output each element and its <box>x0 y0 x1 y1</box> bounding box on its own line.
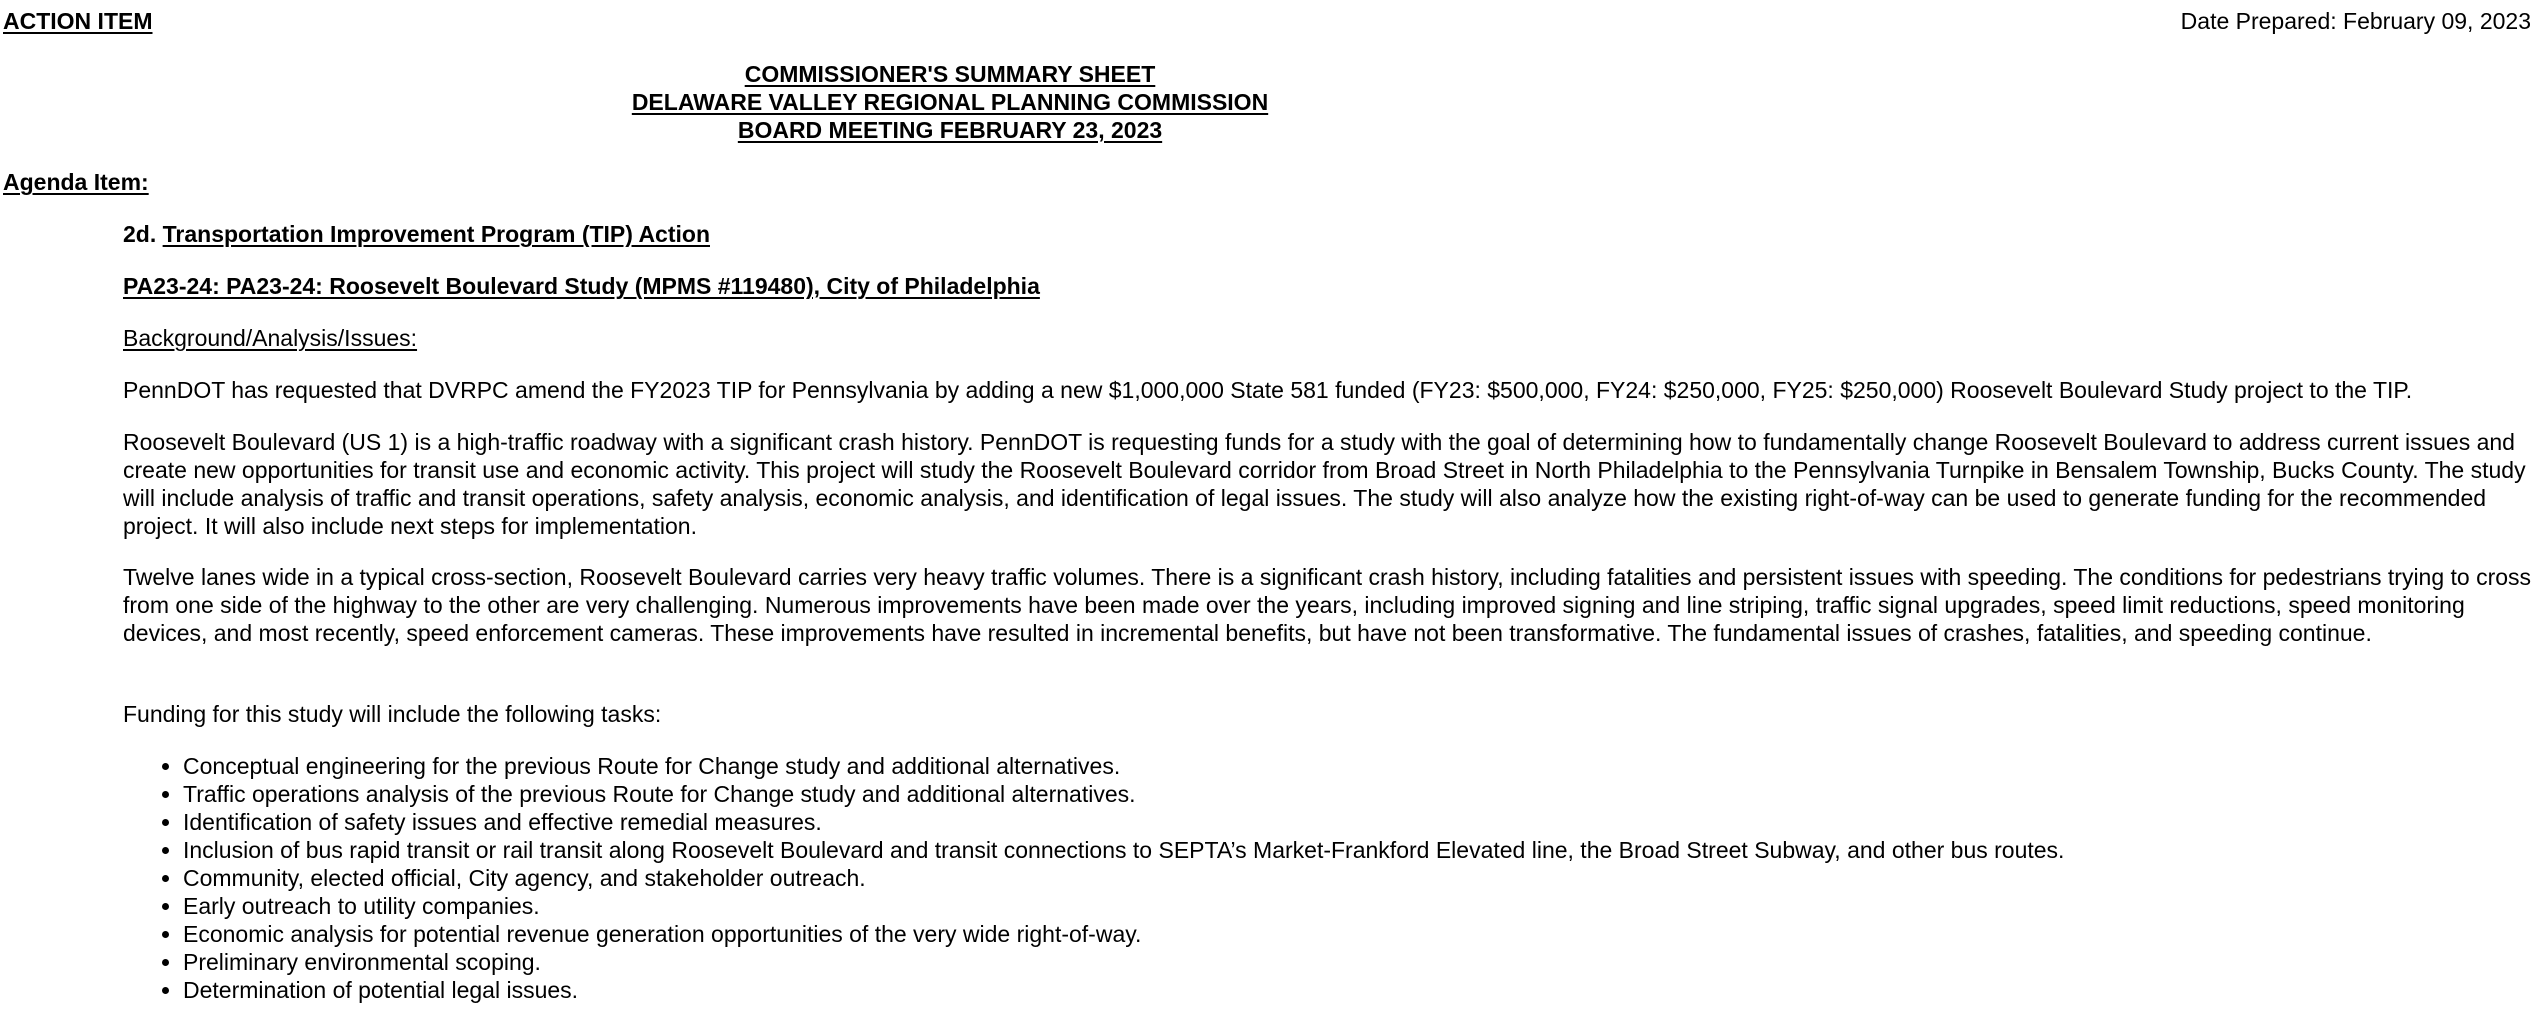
title-line-2: DELAWARE VALLEY REGIONAL PLANNING COMMISSION <box>631 89 1269 115</box>
title-line-1: COMMISSIONER'S SUMMARY SHEET <box>744 61 1156 87</box>
paragraph-amendment-request: PennDOT has requested that DVRPC amend the FY2023 TIP for Pennsylvania by adding a new $1,000,000 State 581 funded (FY23: $500,000, FY24: $250,000, FY25: $250,000) Roosevelt Boulevard Study project to the TIP. <box>123 377 2413 403</box>
list-item: • Economic analysis for potential revenue generation opportunities of the very wide right-of-way. <box>183 920 2064 948</box>
list-item: • Community, elected official, City agency, and stakeholder outreach. <box>183 864 2064 892</box>
agenda-item-heading <box>123 220 710 248</box>
agenda-item-title: Transportation Improvement Program (TIP) Action <box>162 221 710 247</box>
project-heading: PA23-24: PA23-24: Roosevelt Boulevard Study (MPMS #119480), City of Philadelphia <box>123 273 1040 299</box>
list-item: • Identification of safety issues and effective remedial measures. <box>183 808 2064 836</box>
list-item: • Traffic operations analysis of the previous Route for Change study and additional alternatives. <box>183 780 2064 808</box>
paragraph-corridor-conditions: Twelve lanes wide in a typical cross-section, Roosevelt Boulevard carries very heavy traffic volumes. There is a significant crash history, including fatalities and persistent issues with speeding. The conditions for pedestrians trying to cross from one side of the highway to the other are very challenging. Numerous improvements have been made over the years, including improved signing and line striping, traffic signal upgrades, speed limit reductions, speed monitoring devices, and most recently, speed enforcement cameras. These improvements have resulted in incremental benefits, but have not been transformative. The fundamental issues of crashes, fatalities, and speeding continue. <box>123 564 2532 646</box>
agenda-item-label: Agenda Item: <box>3 169 149 195</box>
action-item-label: ACTION ITEM <box>3 8 153 34</box>
document-title <box>0 60 1900 144</box>
background-heading: Background/Analysis/Issues: <box>123 325 418 351</box>
title-line-3: BOARD MEETING FEBRUARY 23, 2023 <box>737 117 1163 143</box>
date-prepared: Date Prepared: February 09, 2023 <box>2180 8 2531 34</box>
list-item: • Conceptual engineering for the previous Route for Change study and additional alternatives. <box>183 752 2064 780</box>
list-item: • Inclusion of bus rapid transit or rail transit along Roosevelt Boulevard and transit connections to SEPTA’s Market-Frankford Elevated line, the Broad Street Subway, and other bus routes. <box>183 836 2064 864</box>
task-list <box>123 752 2064 1004</box>
paragraph-project-description: Roosevelt Boulevard (US 1) is a high-traffic roadway with a significant crash history. PennDOT is requesting funds for a study with the goal of determining how to fundamentally change Roosevelt Boulevard to address current issues and create new opportunities for transit use and economic activity. This project will study the Roosevelt Boulevard corridor from Broad Street in North Philadelphia to the Pennsylvania Turnpike in Bensalem Township, Bucks County. The study will include analysis of traffic and transit operations, safety analysis, economic analysis, and identification of legal issues. The study will also analyze how the existing right-of-way can be used to generate funding for the recommended project. It will also include next steps for implementation. <box>123 429 2526 539</box>
paragraph-funding-intro: Funding for this study will include the following tasks: <box>123 701 662 727</box>
list-item: • Early outreach to utility companies. <box>183 892 2064 920</box>
list-item: • Determination of potential legal issues. <box>183 976 2064 1004</box>
list-item: • Preliminary environmental scoping. <box>183 948 2064 976</box>
agenda-item-number: 2d. <box>123 221 157 247</box>
